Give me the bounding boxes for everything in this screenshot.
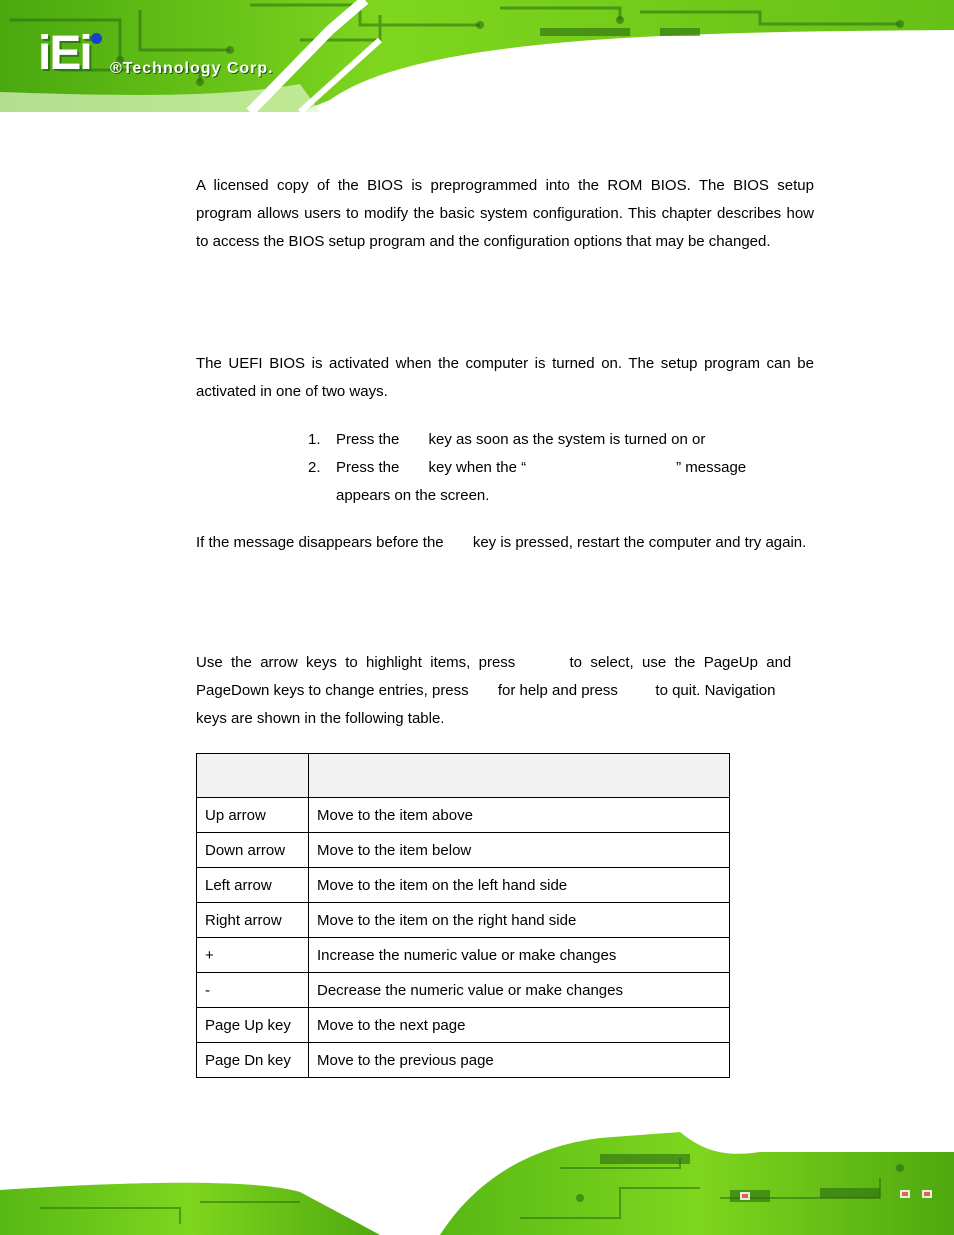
function-cell: Decrease the numeric value or make changes [309, 973, 730, 1008]
activation-paragraph: The UEFI BIOS is activated when the computer is turned on. The setup program can be activated in one of two ways. [196, 355, 814, 400]
key-cell: Page Dn key [197, 1043, 309, 1078]
key-cell: Down arrow [197, 833, 309, 868]
navigation-line: keys are shown in the following table. [196, 710, 445, 727]
navigation-line: PageDown keys to change entries, press for help and press to quit. Navigation [196, 682, 776, 699]
step-number: 1. [308, 431, 321, 448]
step-text: Press the key when the “ ” message [336, 459, 747, 476]
table-row [197, 1043, 730, 1078]
table-row [197, 798, 730, 833]
activation-steps [308, 426, 808, 510]
table-row [197, 938, 730, 973]
function-cell: Increase the numeric value or make changes [309, 938, 730, 973]
circuit-board-graphic [0, 1128, 954, 1235]
step-number: 2. [308, 459, 321, 476]
key-cell: Up arrow [197, 798, 309, 833]
list-item [308, 454, 808, 510]
step-text: Press the key as soon as the system is turned on or [336, 431, 706, 448]
function-cell: Move to the item on the right hand side [309, 903, 730, 938]
key-cell: Page Up key [197, 1008, 309, 1043]
navigation-paragraph [196, 649, 814, 733]
list-item [308, 426, 808, 454]
intro-paragraph: A licensed copy of the BIOS is preprogrammed into the ROM BIOS. The BIOS setup program allows users to modify the basic system configuration. This chapter describes how to access the BIOS setup program and the configuration options that may be changed. [196, 177, 814, 250]
table-row [197, 1008, 730, 1043]
navigation-keys-table [196, 753, 730, 1078]
logo-mark: iEi [38, 27, 91, 80]
table-row [197, 833, 730, 868]
key-cell: + [197, 938, 309, 973]
table-row [197, 903, 730, 938]
function-cell: Move to the item below [309, 833, 730, 868]
table-row [197, 973, 730, 1008]
logo-text: ®Technology Corp. [110, 60, 274, 77]
header-circuit-banner [0, 0, 954, 112]
header-key [197, 754, 309, 798]
function-cell: Move to the item on the left hand side [309, 868, 730, 903]
logo-dot [91, 33, 102, 44]
key-cell: - [197, 973, 309, 1008]
function-cell: Move to the item above [309, 798, 730, 833]
table-row [197, 868, 730, 903]
function-cell: Move to the previous page [309, 1043, 730, 1078]
navigation-line: Use the arrow keys to highlight items, press to select, use the PageUp and [196, 654, 792, 671]
function-cell: Move to the next page [309, 1008, 730, 1043]
company-logo [38, 27, 298, 90]
key-cell: Right arrow [197, 903, 309, 938]
step-text-continued: appears on the screen. [336, 487, 490, 504]
header-function [309, 754, 730, 798]
footer-circuit-banner [0, 1128, 954, 1235]
table-header-row [197, 754, 730, 798]
activation-note: If the message disappears before the key is pressed, restart the computer and try again. [196, 534, 807, 551]
key-cell: Left arrow [197, 868, 309, 903]
